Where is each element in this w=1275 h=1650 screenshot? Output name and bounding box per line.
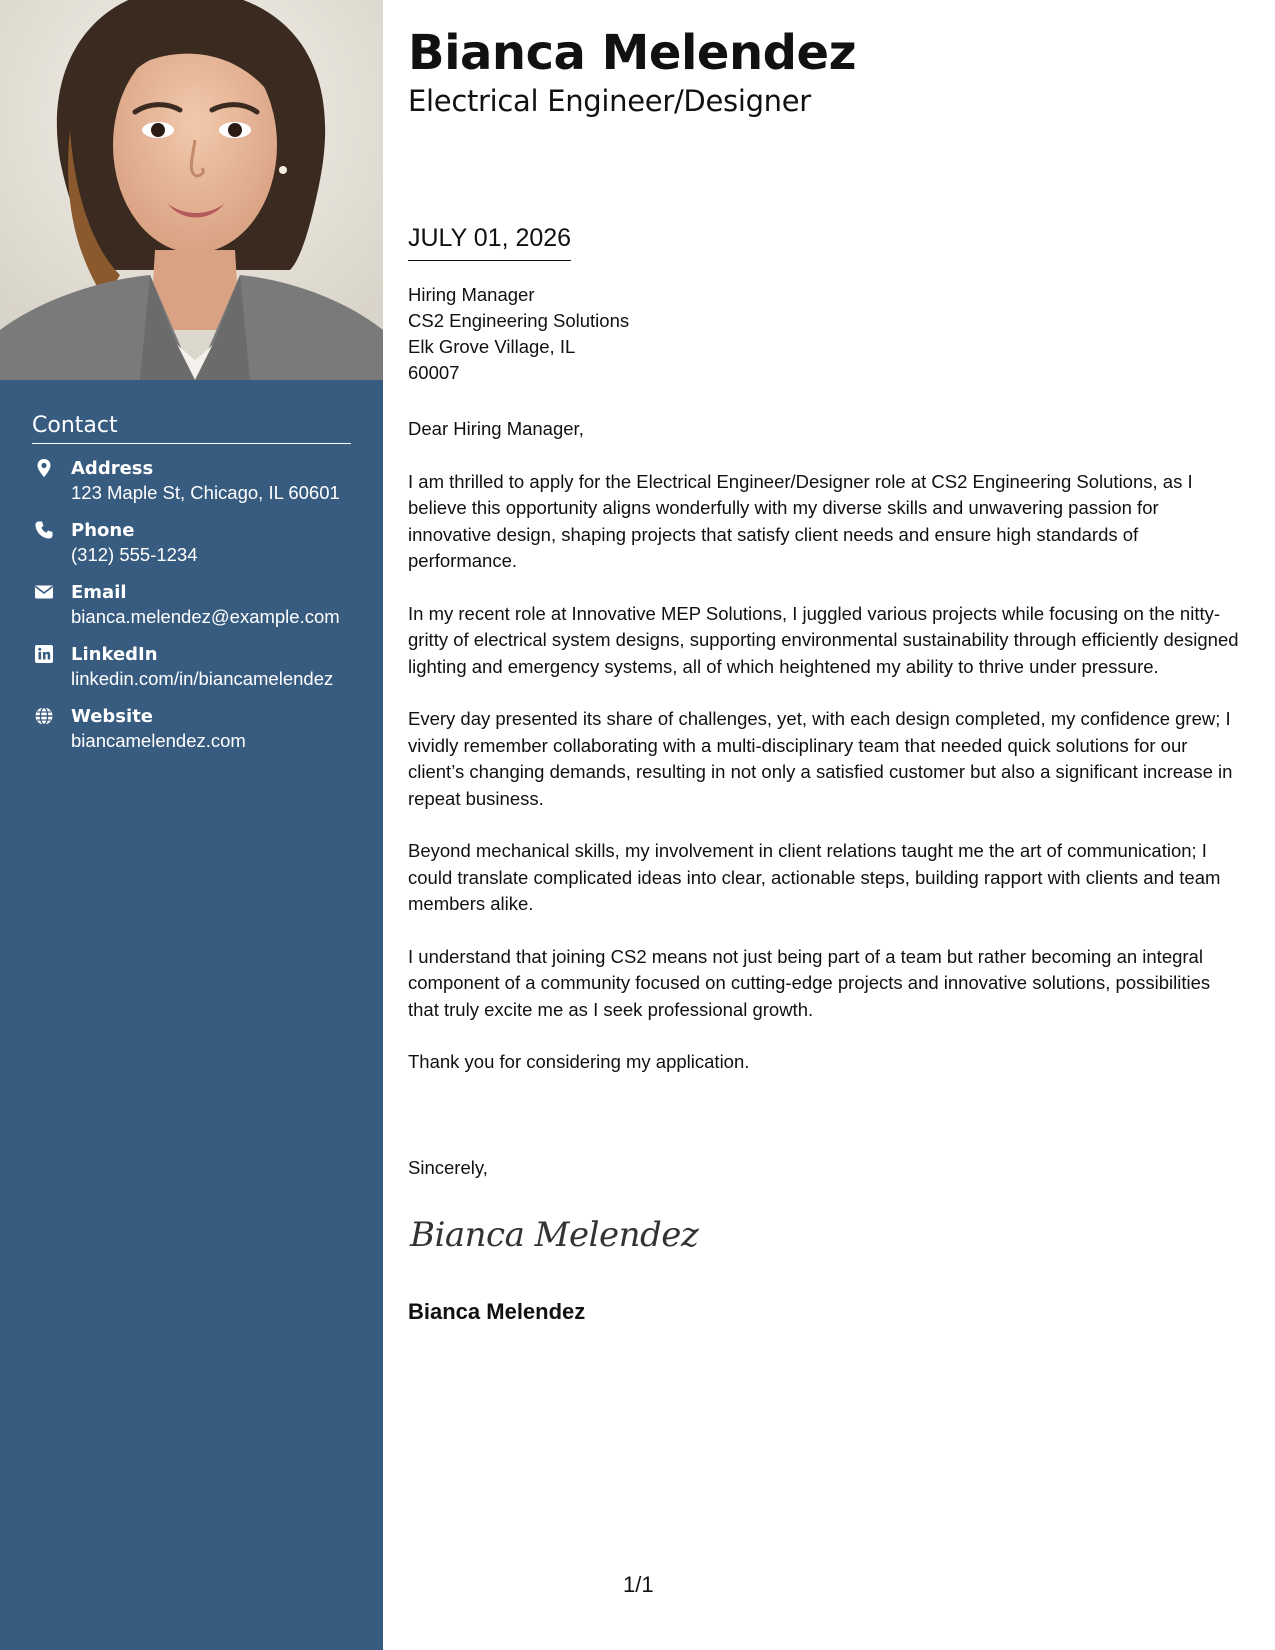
closing: Sincerely,: [408, 1157, 488, 1178]
recipient-name: Hiring Manager: [408, 284, 535, 305]
contact-label: Email: [71, 582, 127, 603]
contact-item-website: [32, 704, 351, 753]
profile-photo: [0, 0, 383, 380]
contact-label: LinkedIn: [71, 644, 158, 665]
phone-value[interactable]: (312) 555-1234: [71, 544, 198, 565]
recipient-city: Elk Grove Village, IL: [408, 336, 576, 357]
phone-icon: [34, 520, 54, 540]
body-paragraph: In my recent role at Innovative MEP Solutions, I juggled various projects while focusing on the nitty-gritty of electrical system designs, supporting environmental sustainability through efficiently designed lighting and emergency systems, all of which heightened my ability to thrive under pressure.: [408, 602, 1239, 677]
address-value: 123 Maple St, Chicago, IL 60601: [71, 482, 340, 503]
body-paragraph: Thank you for considering my application.: [408, 1051, 750, 1072]
body-paragraph: I am thrilled to apply for the Electrical Engineer/Designer role at CS2 Engineering Solutions, as I believe this opportunity aligns wonderfully with my diverse skills and unwavering passion for innovative design, shaping projects that satisfy client needs and ensure high standards of performance.: [408, 470, 1193, 571]
contact-label: Phone: [71, 520, 135, 541]
recipient-zip: 60007: [408, 362, 460, 383]
contact-item-email: [32, 580, 351, 629]
map-marker-icon: [34, 458, 54, 478]
linkedin-icon: [34, 644, 54, 664]
applicant-name: Bianca Melendez: [408, 25, 857, 81]
recipient-company: CS2 Engineering Solutions: [408, 310, 630, 331]
contact-section: [32, 412, 351, 766]
website-link[interactable]: biancamelendez.com: [71, 730, 246, 751]
signed-name: Bianca Melendez: [408, 1299, 586, 1324]
email-link[interactable]: bianca.melendez@example.com: [71, 606, 340, 627]
body-paragraph: Beyond mechanical skills, my involvement in client relations taught me the art of communication; I could translate complicated ideas into clear, actionable steps, building rapport with clients and team members alike.: [408, 840, 1221, 914]
letter-body: [408, 416, 1243, 1102]
letter-date: JULY 01, 2026: [408, 222, 571, 261]
contact-heading: Contact: [32, 412, 351, 444]
contact-label: Website: [71, 706, 154, 727]
job-title: Electrical Engineer/Designer: [408, 84, 811, 118]
contact-item-linkedin: [32, 642, 351, 691]
contact-label: Address: [71, 458, 154, 479]
contact-item-address: [32, 456, 351, 505]
globe-icon: [34, 706, 54, 726]
body-paragraph: I understand that joining CS2 means not just being part of a team but rather becoming an integral component of a community focused on cutting-edge projects and innovative solutions, possibilities that truly excite me as I seek professional growth.: [408, 945, 1211, 1020]
body-paragraph: Every day presented its share of challenges, yet, with each design completed, my confidence grew; I vividly remember collaborating with a multi-disciplinary team that needed quick solutions for our client’s changing demands, resulting in not only a satisfied customer but also a significant increase in repeat business.: [408, 708, 1233, 809]
page-number: 1/1: [623, 1572, 654, 1597]
contact-item-phone: [32, 518, 351, 567]
linkedin-link[interactable]: linkedin.com/in/biancamelendez: [71, 668, 334, 689]
handwritten-signature: Bianca Melendez: [410, 1215, 699, 1255]
envelope-icon: [34, 582, 54, 602]
salutation: Dear Hiring Manager,: [408, 418, 584, 439]
sidebar: [0, 0, 383, 1650]
recipient-block: [408, 282, 629, 386]
